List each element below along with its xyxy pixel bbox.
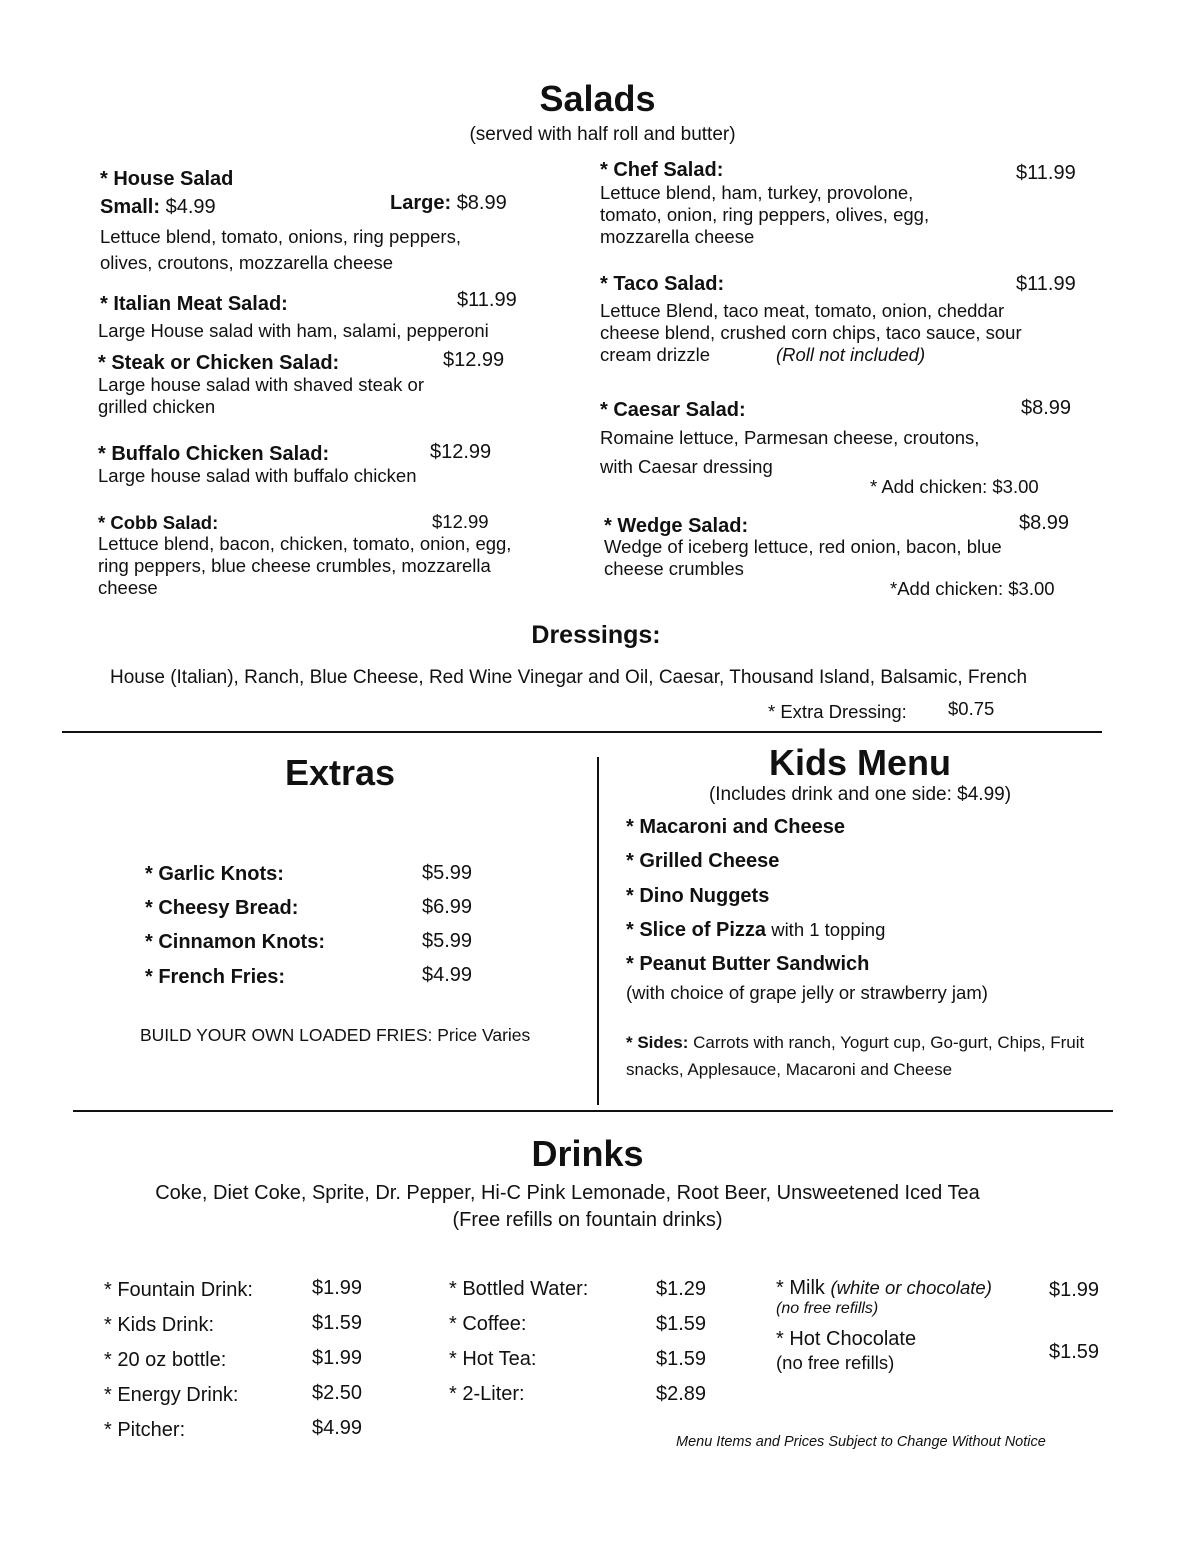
large-label: Large: [390, 192, 452, 214]
drink-price: $1.59 [656, 1313, 707, 1335]
pb-note: (with choice of grape jelly or strawberry jam) [626, 982, 988, 1003]
dressings-title: Dressings: [531, 621, 661, 649]
extras-item-price: $5.99 [422, 930, 473, 952]
drink-price: $2.50 [312, 1382, 363, 1404]
buffalo-salad-desc: Large house salad with buffalo chicken [98, 465, 417, 486]
extras-item-price: $4.99 [422, 964, 473, 986]
divider-bottom [73, 1110, 1113, 1112]
taco-salad-note: (Roll not included) [776, 344, 926, 365]
italian-salad-name: * Italian Meat Salad: [100, 293, 288, 315]
cocoa-name: * Hot Chocolate [776, 1328, 917, 1350]
divider-top [62, 731, 1102, 733]
steak-salad-name: * Steak or Chicken Salad: [98, 352, 340, 374]
drink-name: * Hot Tea: [449, 1348, 537, 1370]
wedge-salad-name: * Wedge Salad: [604, 515, 749, 537]
house-salad-desc: Lettuce blend, tomato, onions, ring peppers, olives, croutons, mozzarella cheese [100, 226, 461, 273]
milk-name: * Milk [776, 1277, 825, 1299]
drinks-title: Drinks [531, 1133, 644, 1174]
sides-label: * Sides: [626, 1033, 689, 1052]
milk-qualifier: (white or chocolate) [830, 1277, 992, 1298]
extras-item-price: $6.99 [422, 896, 473, 918]
drink-name: * Fountain Drink: [104, 1279, 253, 1301]
house-salad-small [100, 196, 216, 219]
milk-price: $1.99 [1049, 1279, 1100, 1301]
steak-salad-desc: Large house salad with shaved steak or grilled chicken [98, 374, 425, 417]
italian-salad-price: $11.99 [457, 289, 517, 311]
wedge-add-chicken: *Add chicken: $3.00 [890, 578, 1055, 599]
cocoa-price: $1.59 [1049, 1341, 1100, 1363]
drink-name: * 20 oz bottle: [104, 1349, 227, 1371]
kids-title: Kids Menu [768, 742, 951, 783]
extras-item-name: * French Fries: [145, 966, 286, 988]
italian-salad-desc: Large House salad with ham, salami, pepperoni [98, 320, 489, 341]
cocoa-note: (no free refills) [776, 1352, 895, 1373]
drink-price: $1.59 [312, 1312, 363, 1334]
drink-name: * Coffee: [449, 1313, 527, 1335]
chef-salad-name: * Chef Salad: [600, 159, 724, 181]
drink-price: $1.59 [656, 1348, 707, 1370]
drink-price: $4.99 [312, 1417, 363, 1439]
extras-item-name: * Garlic Knots: [145, 863, 284, 885]
drink-name: * 2-Liter: [449, 1383, 525, 1405]
buffalo-salad-price: $12.99 [430, 441, 492, 463]
taco-salad-name: * Taco Salad: [600, 273, 725, 295]
sides-text: Carrots with ranch, Yogurt cup, Go-gurt, Chips, Fruit snacks, Applesauce, Macaroni and Cheese [626, 1033, 1085, 1079]
kids-item: * Macaroni and Cheese [626, 816, 845, 838]
drink-name: * Kids Drink: [104, 1314, 215, 1336]
drink-name: * Pitcher: [104, 1419, 186, 1441]
kids-item: * Grilled Cheese [626, 850, 780, 872]
small-label: Small: [100, 196, 161, 218]
caesar-salad-name: * Caesar Salad: [600, 399, 746, 421]
caesar-add-chicken: * Add chicken: $3.00 [870, 476, 1039, 497]
divider-vertical [597, 757, 599, 1105]
footer-disclaimer: Menu Items and Prices Subject to Change Without Notice [676, 1434, 1046, 1450]
cobb-salad-price: $12.99 [432, 511, 489, 532]
house-salad-large [390, 192, 507, 215]
drink-name: * Energy Drink: [104, 1384, 239, 1406]
milk-note: (no free refills) [776, 1300, 879, 1317]
caesar-salad-price: $8.99 [1021, 397, 1072, 419]
kids-item-extra: with 1 topping [766, 919, 886, 940]
extras-item-price: $5.99 [422, 862, 473, 884]
kids-item: * Peanut Butter Sandwich [626, 953, 870, 975]
kids-sides [626, 1029, 1086, 1083]
large-price: $8.99 [456, 192, 507, 214]
cobb-salad-desc: Lettuce blend, bacon, chicken, tomato, onion, egg, ring peppers, blue cheese crumbles, mozzarella cheese [98, 533, 512, 598]
drink-price: $1.29 [656, 1278, 707, 1300]
drink-price: $2.89 [656, 1383, 707, 1405]
extras-item-name: * Cinnamon Knots: [145, 931, 325, 953]
drink-name: * Bottled Water: [449, 1278, 589, 1300]
buffalo-salad-name: * Buffalo Chicken Salad: [98, 443, 330, 465]
kids-item-name: * Slice of Pizza [626, 919, 767, 941]
loaded-fries-note: BUILD YOUR OWN LOADED FRIES: Price Varies [140, 1025, 531, 1045]
chef-salad-desc: Lettuce blend, ham, turkey, provolone, tomato, onion, ring peppers, olives, egg, mozzarella cheese [600, 182, 930, 247]
drink-price: $1.99 [312, 1277, 363, 1299]
steak-salad-price: $12.99 [443, 349, 505, 371]
extras-item-name: * Cheesy Bread: [145, 897, 299, 919]
kids-item-pizza [626, 919, 885, 942]
kids-subtitle: (Includes drink and one side: $4.99) [708, 784, 1012, 805]
chef-salad-price: $11.99 [1016, 162, 1076, 184]
taco-salad-price: $11.99 [1016, 273, 1076, 295]
taco-salad-desc: Lettuce Blend, taco meat, tomato, onion, cheddar cheese blend, crushed corn chips, taco sauce, sour cream drizzle [600, 300, 1022, 365]
house-salad-name: * House Salad [100, 168, 234, 190]
wedge-salad-desc: Wedge of iceberg lettuce, red onion, bacon, blue cheese crumbles [604, 536, 1002, 579]
drinks-refill-note: (Free refills on fountain drinks) [452, 1209, 723, 1231]
salads-title: Salads [539, 78, 656, 119]
extra-dressing-label: * Extra Dressing: [768, 701, 907, 722]
drinks-list: Coke, Diet Coke, Sprite, Dr. Pepper, Hi-C Pink Lemonade, Root Beer, Unsweetened Iced Tea [155, 1182, 980, 1204]
extras-title: Extras [284, 752, 396, 793]
drink-price: $1.99 [312, 1347, 363, 1369]
extra-dressing-price: $0.75 [948, 698, 995, 719]
cobb-salad-name: * Cobb Salad: [98, 512, 219, 533]
kids-item: * Dino Nuggets [626, 885, 770, 907]
small-price: $4.99 [165, 196, 216, 218]
salads-subtitle: (served with half roll and butter) [469, 124, 736, 145]
milk-item [776, 1277, 992, 1300]
caesar-salad-desc: Romaine lettuce, Parmesan cheese, croutons, with Caesar dressing [600, 427, 980, 477]
wedge-salad-price: $8.99 [1019, 512, 1070, 534]
dressings-list: House (Italian), Ranch, Blue Cheese, Red Wine Vinegar and Oil, Caesar, Thousand Island, Balsamic, French [110, 667, 1028, 688]
